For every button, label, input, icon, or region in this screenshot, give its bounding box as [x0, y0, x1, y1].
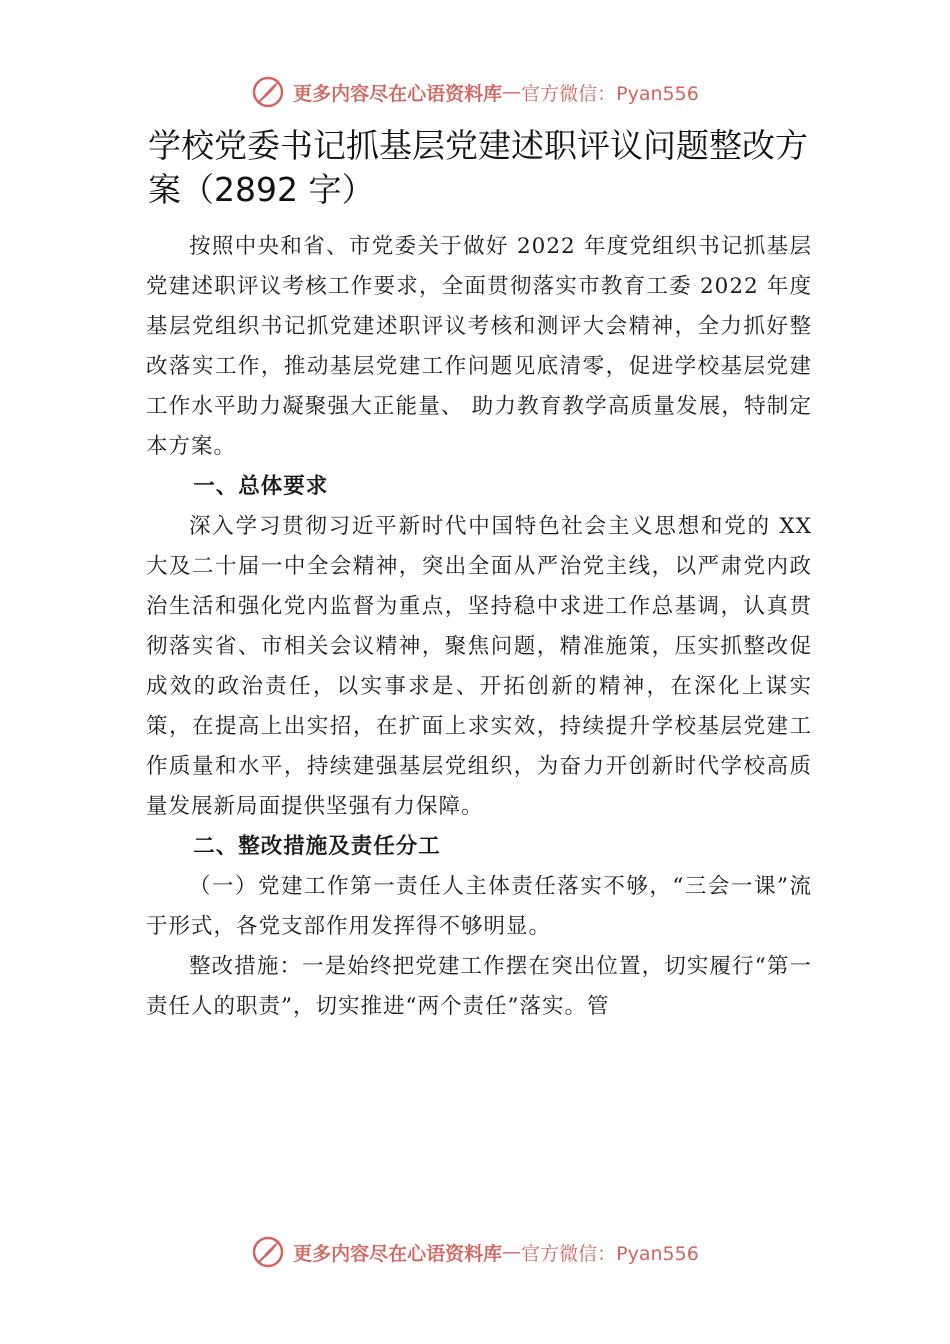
header-banner	[0, 72, 950, 112]
banner-wechat-text: 官方微信：Pyan556	[521, 1242, 699, 1265]
quill-logo-icon	[251, 75, 285, 109]
banner-brand-text: 更多内容尽在心语资料库	[293, 1242, 503, 1265]
quill-logo-icon	[251, 1235, 285, 1269]
section-paragraph-overall: 深入学习贯彻习近平新时代中国特色社会主义思想和党的 XX 大及二十届一中全会精神，突出全面从严治党主线，以严肃党内政治生活和强化党内监督为重点，坚持稳中求进工作总基调，认真贯彻落实省、市相关会议精神，聚焦问题，精准施策，压实抓整改促成效的政治责任，以实事求是、开拓创新的精神，在深化上谋实策，在提高上出实招，在扩面上求实效，持续提升学校基层党建工作质量和水平，持续建强基层党组织，为奋力开创新时代学校高质量发展新局面提供坚强有力保障。	[146, 514, 812, 819]
document-body	[146, 227, 812, 1027]
section-heading-overall: 一、总体要求	[193, 474, 329, 499]
section-item-1: （一）党建工作第一责任人主体责任落实不够，“三会一课”流于形式，各党支部作用发挥得不够明显。	[146, 874, 812, 939]
banner-separator: —	[502, 1241, 522, 1263]
document-title: 学校党委书记抓基层党建述职评议问题整改方案（2892 字）	[148, 126, 808, 209]
banner-separator: —	[502, 81, 522, 103]
footer-banner	[0, 1232, 950, 1272]
section-measures-paragraph: 整改措施：一是始终把党建工作摆在突出位置，切实履行“第一责任人的职责”，切实推进“两个责任”落实。管	[146, 954, 812, 1019]
intro-paragraph: 按照中央和省、市党委关于做好 2022 年度党组织书记抓基层党建述职评议考核工作要求，全面贯彻落实市教育工委 2022 年度基层党组织书记抓党建述职评议考核和测评大会精神，全力抓好整改落实工作，推动基层党建工作问题见底清零，促进学校基层党建工作水平助力凝聚强大正能量、 助力教育教学高质量发展，特制定本方案。	[146, 234, 812, 459]
banner-wechat-text: 官方微信：Pyan556	[521, 82, 699, 105]
banner-brand-text: 更多内容尽在心语资料库	[293, 82, 503, 105]
section-heading-measures: 二、整改措施及责任分工	[193, 834, 441, 859]
